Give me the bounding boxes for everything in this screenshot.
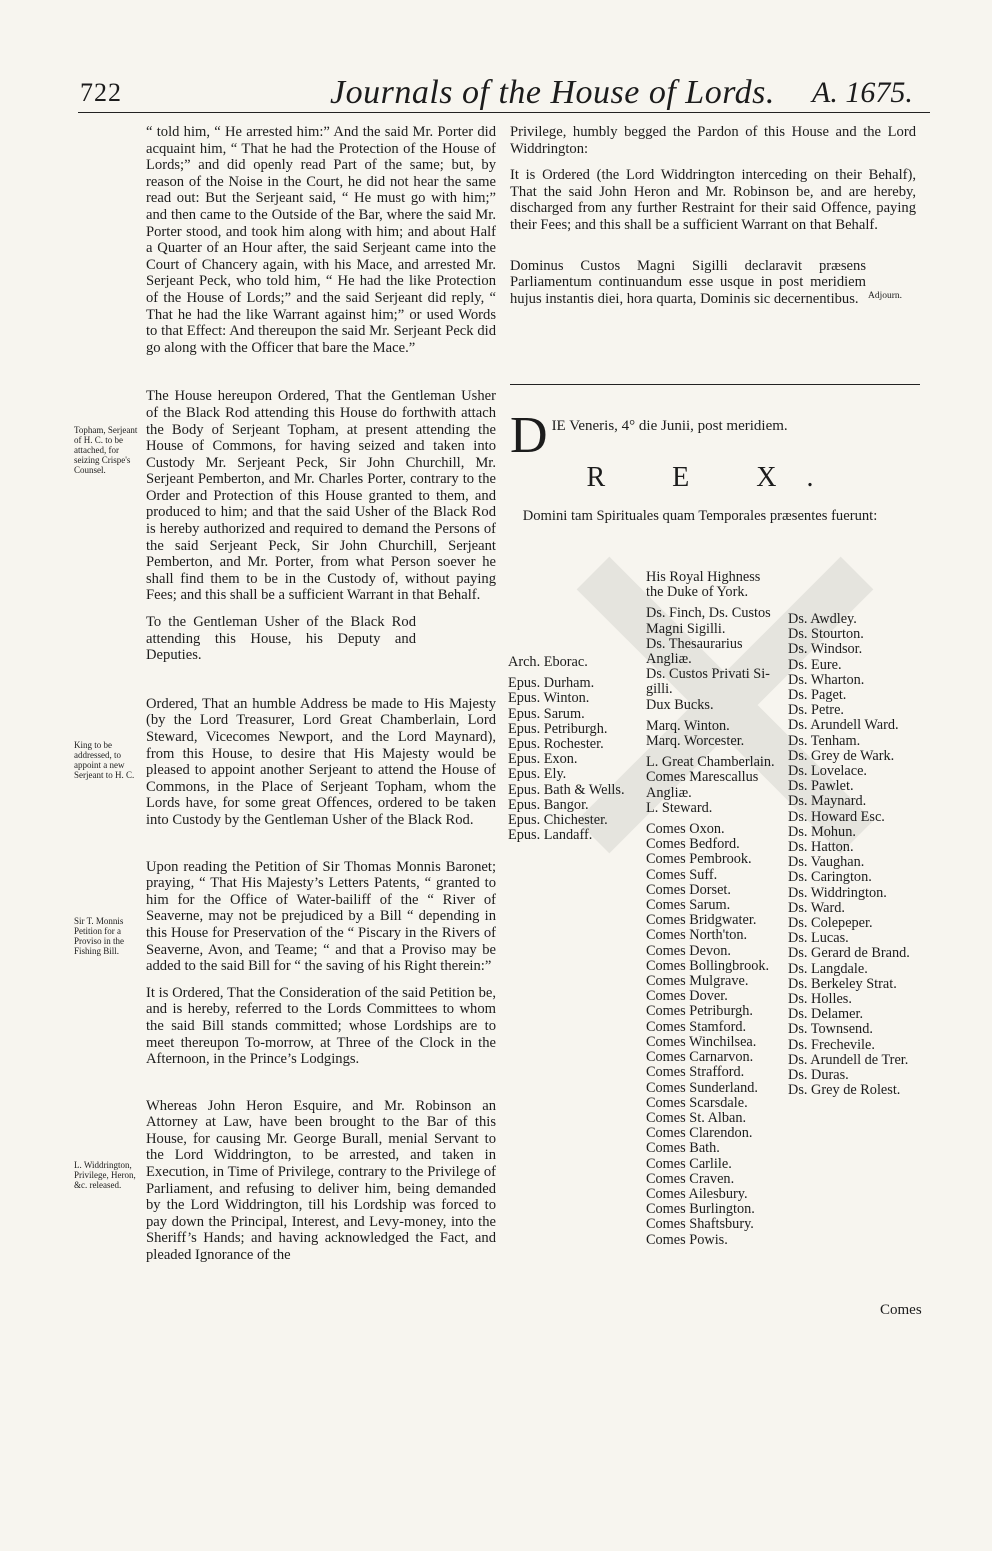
margin-note-monnis: Sir T. Monnis Petition for a Proviso in the Fishing Bill.: [74, 916, 125, 956]
sitting-date: [510, 407, 920, 464]
peer-entry: L. Steward.: [646, 799, 713, 816]
baron-entry: Ds. Hatton.: [788, 839, 854, 856]
baron-entry: Ds. Widdrington.: [788, 884, 887, 901]
rex-heading: R E X.: [586, 462, 844, 493]
peer-entry: Comes Suff.: [646, 866, 718, 883]
peer-entry: Comes St. Alban.: [646, 1109, 747, 1126]
baron-entry: Ds. Duras.: [788, 1067, 849, 1084]
baron-entry: Ds. Vaughan.: [788, 854, 865, 871]
baron-entry: Ds. Holles.: [788, 991, 852, 1008]
peer-entry: Comes Clarendon.: [646, 1125, 753, 1142]
peer-entry: Magni Sigilli.: [646, 620, 726, 637]
baron-entry: Ds. Paget.: [788, 687, 847, 704]
baron-entry: Ds. Grey de Rolest.: [788, 1082, 901, 1099]
margin-note-adjourn: Adjourn.: [868, 291, 903, 301]
baron-entry: Ds. Arundell de Trer.: [788, 1051, 909, 1068]
peer-entry: Comes Sarum.: [646, 897, 731, 914]
baron-entry: Ds. Berkeley Strat.: [788, 975, 897, 992]
peer-entry: the Duke of York.: [646, 584, 749, 601]
baron-entry: Ds. Carington.: [788, 869, 872, 886]
peer-entry: Comes Dorset.: [646, 881, 731, 898]
baron-entry: Ds. Tenham.: [788, 732, 861, 749]
peer-entry: Comes Scarsdale.: [646, 1094, 748, 1111]
peer-entry: Comes Sunderland.: [646, 1079, 758, 1096]
peer-entry: Comes Devon.: [646, 942, 731, 959]
baron-entry: Ds. Townsend.: [788, 1021, 873, 1038]
peer-entry: Comes Burlington.: [646, 1201, 755, 1218]
bishop-entry: Epus. Durham.: [508, 675, 595, 692]
bishop-entry: Epus. Sarum.: [508, 705, 585, 722]
baron-entry: Ds. Petre.: [788, 702, 844, 719]
peer-entry: Comes Stamford.: [646, 1018, 747, 1035]
paragraph-adjourn: Dominus Custos Magni Sigilli declaravit præsens Parliamentum continuandum esse usque in post meridiem hujus instantis diei, hora quarta, Dominis sic decernentibus.: [510, 257, 866, 307]
peer-entry: Comes Winchilsea.: [646, 1033, 757, 1050]
drop-cap: D: [510, 407, 548, 464]
bishop-entry: Arch. Eborac.: [508, 654, 588, 670]
peer-entry: Comes Petriburgh.: [646, 1003, 753, 1020]
baron-entry: Ds. Lovelace.: [788, 763, 867, 780]
peer-entry: Comes Bath.: [646, 1140, 720, 1157]
date-line: IE Veneris, 4° die Junii, post meridiem.: [551, 418, 788, 434]
catchword: Comes: [880, 1302, 922, 1318]
peer-entry: Marq. Worcester.: [646, 733, 745, 750]
peer-entry: Ds. Custos Privati Si-: [646, 666, 770, 683]
bishops-list: [508, 655, 648, 843]
baron-entry: Ds. Eure.: [788, 656, 842, 673]
paragraph-discharge: It is Ordered (the Lord Widdrington interceding on their Behalf), That the said John Heron and Mr. Robinson be, and are hereby, discharged from any further Restraint for their said Offence, paying their Fees; and this shall be a sufficient Warrant on that Behalf.: [510, 167, 916, 233]
baron-entry: Ds. Delamer.: [788, 1006, 864, 1023]
bishop-entry: Epus. Exon.: [508, 751, 578, 768]
baron-entry: Ds. Wharton.: [788, 671, 865, 688]
baron-entry: Ds. Lucas.: [788, 930, 849, 947]
baron-entry: Ds. Windsor.: [788, 641, 863, 658]
margin-note-king-address: King to be addressed, to appoint a new Serjeant to H. C.: [74, 740, 135, 780]
peer-entry: Ds. Finch, Ds. Custos: [646, 605, 771, 622]
peer-entry: His Royal Highness: [646, 569, 761, 585]
baron-entry: Ds. Stourton.: [788, 626, 864, 643]
baron-entry: Ds. Langdale.: [788, 960, 868, 977]
bishop-entry: Epus. Winton.: [508, 690, 590, 707]
peer-entry: Angliæ.: [646, 784, 692, 801]
paragraph-widdrington: Whereas John Heron Esquire, and Mr. Robinson an Attorney at Law, have been brought to the Bar of this House, for causing Mr. George Burall, menial Servant to the Lord Widdrington, to be arrested, and taken in Execution, in Time of Privilege, contrary to the Privilege of Parliament, and refusing to deliver him, being demanded by the Lord Widdrington, till his Lordship was forced to pay down the Principal, Interest, and Levy-money, into the Sheriff’s Hands; and having acknowledged the Fact, and pleaded Ignorance of the: [146, 1097, 496, 1264]
peer-entry: gilli.: [646, 681, 673, 698]
peer-entry: Comes Bollingbrook.: [646, 957, 770, 974]
baron-entry: Ds. Gerard de Brand.: [788, 945, 910, 962]
baron-entry: Ds. Frechevile.: [788, 1036, 875, 1053]
right-column-top: [510, 124, 916, 317]
peer-entry: Comes Pembrook.: [646, 851, 752, 868]
paragraph-topham-order: The House hereupon Ordered, That the Gentleman Usher of the Black Rod attending this House do forthwith attach the Body of Serjeant Topham, at present attending the House of Commons, for having seized and taken into Custody Mr. Serjeant Peck, Sir John Churchill, Mr. Serjeant Pemberton, and Mr. Charles Porter, contrary to the Order and Protection of this House granted to them, and produced to him; and that the said Usher of the Black Rod is hereby authorized and required to demand the Persons of the said Serjeant Peck, Sir John Churchill, Serjeant Pemberton, and Mr. Porter, from what Person soever he shall find them to be in the Custody of, without paying Fees; and this shall be a sufficient Warrant in that Behalf.: [146, 388, 496, 604]
bishop-entry: Epus. Rochester.: [508, 736, 604, 753]
bishop-entry: Epus. Bath & Wells.: [508, 781, 625, 798]
peer-entry: Comes Bridgwater.: [646, 912, 757, 929]
section-rule: [510, 384, 920, 385]
bishop-entry: Epus. Landaff.: [508, 827, 593, 844]
margin-note-widdrington: L. Widdrington, Privilege, Heron, &c. released.: [74, 1160, 136, 1190]
paragraph-monnis-order: It is Ordered, That the Consideration of the said Petition be, and is hereby, referred to the Lords Committees to whom the said Bill stands committed; whose Lordships are to meet thereupon To-morrow, at Three of the Clock in the Afternoon, in the Prince’s Lodgings.: [146, 984, 496, 1068]
peer-entry: Comes Carnarvon.: [646, 1049, 754, 1066]
year-heading: A. 1675.: [812, 76, 913, 109]
paragraph-usher-address: To the Gentleman Usher of the Black Rod attending this House, his Deputy and Deputies.: [146, 614, 416, 664]
baron-entry: Ds. Pawlet.: [788, 778, 854, 795]
baron-entry: Ds. Grey de Wark.: [788, 747, 895, 764]
peer-entry: Comes Oxon.: [646, 821, 725, 838]
peer-entry: Angliæ.: [646, 651, 692, 668]
peer-entry: Comes Carlile.: [646, 1155, 732, 1172]
baron-entry: Ds. Awdley.: [788, 611, 857, 627]
peer-entry: Comes Bedford.: [646, 836, 740, 853]
peer-entry: Comes Marescallus: [646, 769, 759, 786]
margin-note-topham: Topham, Serjeant of H. C. to be attached, for seizing Crispe's Counsel.: [74, 425, 138, 475]
peer-entry: Comes Craven.: [646, 1170, 735, 1187]
baron-entry: Ds. Ward.: [788, 899, 845, 916]
peer-entry: Comes Shaftsbury.: [646, 1216, 754, 1233]
present-heading: Domini tam Spirituales quam Temporales præsentes fuerunt:: [522, 508, 878, 524]
baron-entry: Ds. Mohun.: [788, 823, 856, 840]
peer-entry: Comes Powis.: [646, 1231, 728, 1248]
peer-entry: Ds. Thesaurarius: [646, 635, 743, 652]
peer-entry: L. Great Chamberlain.: [646, 754, 775, 771]
peer-entry: Marq. Winton.: [646, 717, 730, 734]
bishop-entry: Epus. Ely.: [508, 766, 567, 783]
peer-entry: Comes North'ton.: [646, 927, 748, 944]
paragraph-king-address: Ordered, That an humble Address be made to His Majesty (by the Lord Treasurer, Lord Great Chamberlain, Lord Steward, Vicecomes Newport, and the Lord Maynard), from this House, to desire that His Majesty would be pleased to appoint another Serjeant to attend the House of Commons, in the Place of Serjeant Topham, whom the Lords have, for some great Offences, ordered to be taken into Custody by the Gentleman Usher of the Black Rod.: [146, 695, 496, 828]
paragraph-testimony: “ told him, “ He arrested him:” And the said Mr. Porter did acquaint him, “ That he had the Protection of the House of Lords;” and did openly read Part of the same; but, by reason of the Noise in the Court, he did not hear the same read out: But the Serjeant said, “ He must go with him;” and then came to the Outside of the Bar, where the said Mr. Porter stood, and took him along with him; and about Half a Quarter of an Hour after, the said Serjeant came into the Court of Chancery again, with his Mace, and arrested Mr. Serjeant Peck, who told him, “ He had the like Protection of the House of Lords;” and the said Serjeant did reply, “ That he had the like Warrant against him;” or used Words to that Effect: And thereupon the said Mr. Serjeant Peck did go along with the Officer that bare the Mace.”: [146, 124, 496, 356]
peer-entry: Comes Mulgrave.: [646, 973, 749, 990]
barons-list: [788, 612, 928, 1099]
peer-entry: Comes Dover.: [646, 988, 728, 1005]
peers-list: [646, 570, 786, 1248]
bishop-entry: Epus. Chichester.: [508, 812, 608, 829]
bishop-entry: Epus. Bangor.: [508, 796, 589, 813]
paragraph-pardon: Privilege, humbly begged the Pardon of this House and the Lord Widdrington:: [510, 124, 916, 157]
baron-entry: Ds. Arundell Ward.: [788, 717, 899, 734]
paragraph-monnis-petition: Upon reading the Petition of Sir Thomas Monnis Baronet; praying, “ That His Majesty’s Letters Patents, “ granted to him for the Office of Water-bailiff of the “ River of Seaverne, may not be prejudiced by a Bill “ depending in this House for Preservation of the “ Piscary in the Rivers of Seaverne, Avon, and Teame; “ and that a Proviso may be added to the said Bill for “ the saving of his Right therein:”: [146, 858, 496, 975]
peer-entry: Comes Strafford.: [646, 1064, 745, 1081]
bishop-entry: Epus. Petriburgh.: [508, 720, 608, 737]
peer-entry: Dux Bucks.: [646, 696, 714, 713]
left-column: [146, 124, 496, 1274]
peer-entry: Comes Ailesbury.: [646, 1185, 748, 1202]
baron-entry: Ds. Colepeper.: [788, 915, 873, 932]
baron-entry: Ds. Howard Esc.: [788, 808, 885, 825]
baron-entry: Ds. Maynard.: [788, 793, 867, 810]
running-title: Journals of the House of Lords.: [330, 74, 775, 111]
page-number: 722: [80, 78, 122, 107]
header-rule: [78, 112, 930, 113]
